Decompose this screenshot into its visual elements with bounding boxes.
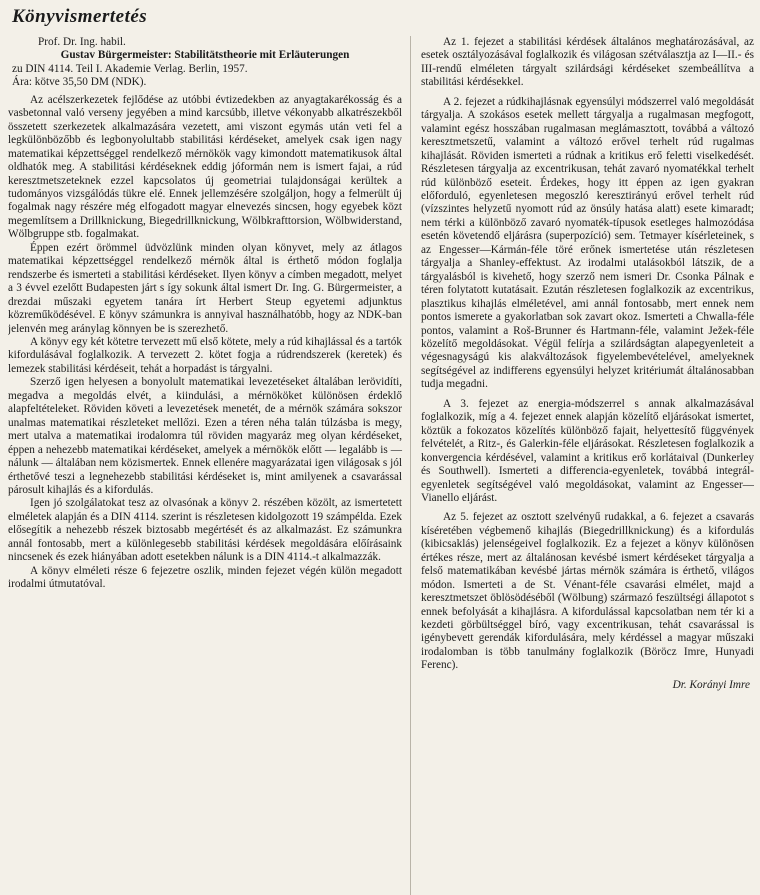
right-column xyxy=(410,36,754,895)
paragraph: Szerző igen helyesen a bonyolult matematikai levezetéseket általában lerövidíti, megadva a megoldás elvét, a kiindulási, a mérnököket különösen érdeklő alapfeltételeket. Röviden követi a levezetések menetét, de a mérnök számára sokszor unalmas matematikai részleteket mellőzi. Ezen a téren néha talán túlzásba is megy, mert utalva a matematikai irodalomra túl röviden magyaráz meg olyan kérdéseket, éppen a nehezebb matematikai kérdéseket, amelyek a mérnökök előtt — legalább is — nálunk — általában nem közismertek. Ennek ellenére magyarázatai igen világosak s jól érthetővé teszi a legnehezebb stabilitási kérdéseket is, mint amilyenek a csavarással párosult kihajlás és a kifordulás. xyxy=(8,376,403,496)
section-title: Könyvismertetés xyxy=(12,6,148,27)
paragraph: A 2. fejezet a rúdkihajlásnak egyensúlyi módszerrel való megoldását tárgyalja. A szokásos esetek mellett tárgyalja a rugalmasan megfogott, valamint egész hosszában rugalmasan meglámasztott, továbbá a változó keresztmetszetű, valamint a változó erővel terhelt rúd rugalmas kihajlását. Röviden ismerteti a rúdnak a kritikus erő feletti viselkedését. Részletesen tárgyalja az excentrikusan, tehát zavaró nyomatékkal terhelt rúd különböző eseteit. Érdekes, hogy itt éppen az igen gyakran előforduló, egyenletesen megoszló keresztirányú erővel terhelt rúd (vízszintes helyzetű nyomott rúd az önsúly hatása alatt) esete kimaradt; nem térki a különböző zavaró nyomaték-típusok esetleges halmozódása esetén követendő eljárásra (superpozíció) sem. Tetmayer kísérleteinek, s az Engesser—Kármán-féle töré erőnek ismertetése után részletesen tárgyalja a Shanley-effektust. Az irodalmi utalásokból látszik, de a tárgyalásból is kivehető, hogy szerző nem ismeri Dr. Csonka Pálnak e téren folytatott kutatásait. Ezután részletesen foglalkozik az excentrikus, plasztikus kihajlás elméletével, ami annál fontosabb, mert ennek nem pontos ismerete a gyakorlatban sok zavart okoz. Ismerteti a Chwalla-féle pontos, valamint a Roš-Brunner és Hartmann-féle, valamint Ježek-féle közelítő megoldásokat. Végül felírja a szilárdságtan alapegyenleteit a végesnagyságú kis alakváltozások figyelembevételével, amelyeknek segítségével az indifferens egyensúlyi helyzet kritériumát általánosabban tudja megadni. xyxy=(421,95,754,391)
paragraph: Az acélszerkezetek fejlődése az utóbbi évtizedekben az anyagtakarékosság és a vasbetonnal való verseny jegyében a mind karcsúbb, illetve vékonyabb alkatrészekből összetett szerkezetek alkalmazására vezetett, ami viszont egymás után veti fel a legkülönbözőbb és legbonyolultabb stabilitási kérdéseket, amelyek csak igen nagy matematikai képzettséggel rendelkező mérnökök vagy kimondott matematikusok által oldhatók meg. A stabilitási kérdéseknek eddig jóformán nem is ismert fajai, a rúd keresztmetszeteknek ezzel kapcsolatos új geometriai tulajdonságai kerültek a tudományos vizsgálódás tükre elé. Ennek jellemzésére szolgáljon, hogy a felmerült új fogalmak nagy részére még elfogadott magyar elnevezés sincsen, hogy egyebek közt megemlítsem a Drillknickung, Biegedrillknickung, Wölbkrafttorsion, Wölbwiderstand, Wölbgruppe stb. fogalmakat. xyxy=(8,93,403,241)
bibliography-line-1: zu DIN 4114. Teil I. Akademie Verlag. Berlin, 1957. xyxy=(12,62,248,75)
paragraph: Az 5. fejezet az osztott szelvényű rudakkal, a 6. fejezet a csavarás kíséretében végbemenő kihajlás (Biegedrillknickung) és a kifordulás (kibicsaklás) jelenségeivel foglalkozik. Ez a fejezet a könyv különösen értékes része, mert az általánosan kevésbé ismert kérdéseket tárgyalja a felső matematikában kevésbé jártas mérnök számára is érthető, világos módon. Ismerteti a de St. Vénant-féle csavarási elmélet, majd a keresztmetszet öblösödéséből (Wölbung) származó feszültségi állapotot s ennek befolyását a kihajlásra. A kifordulással kapcsolatban nem tér ki a kezdeti görbültséggel bíró, vagy excentrikusan, tehát csavarással is igénybevett gerendák kifordulására, mely kérdéssel a magyar műszaki irodalomban is több tanulmány foglalkozik (Böröcz Imre, Hunyadi Ferenc). xyxy=(421,511,754,672)
paragraph: A 3. fejezet az energia-módszerrel s annak alkalmazásával foglalkozik, míg a 4. fejezet ennek alapján közelítő eljárásokat ismertet, köztük a fokozatos közelítés különböző fajait, helyettesítő függvények felvételét, a Ritz-, és Galerkin-féle eljárásokat. Részletesen foglalkozik a konvergencia kérdésével, valamint a kritikus erő korlátaival (Dunkerley és Southwell). Ismerteti a differencia-egyenletek, továbbá integrál-egyenletek segítségével való megoldásokat, valamint az Engesser—Vianello eljárást. xyxy=(421,397,754,504)
paragraph: A könyv elméleti része 6 fejezetre oszlik, minden fejezet végén külön megadott irodalmi útmutatóval. xyxy=(8,564,403,591)
paragraph: Éppen ezért örömmel üdvözlünk minden olyan könyvet, mely az átlagos matematikai képzettséggel rendelkező mérnök által is érthető módon foglalja rendszerbe és ismerteti a stabilitási kérdéseket. Ilyen könyv a címben megadott, melyet a 3 évvel ezelőtt Budapesten járt s így sokunk által ismert Dr. Ing. G. Bürgermeister, a drezdai műszaki egyetem tanára írt Herbert Steup egyetemi adjunktus közreműködésével. E könyv számunkra is annyival használhatóbb, hogy az NDK-ban jelenvén meg aránylag könnyen be is szerezhető. xyxy=(8,241,403,335)
paragraph: Igen jó szolgálatokat tesz az olvasónak a könyv 2. részében közölt, az ismertetett elméletek alapján és a DIN 4114. szerint is részletesen kidolgozott 19 számpélda. Ezek elősegítik a nehezebb részek biztosabb megértését és az alkalmazást. Ez számunkra annál fontosabb, mert a különlegesebb stabilitási kérdések megoldására előírásaink nincsenek és ezek hiányában adott esetekben nálunk is a DIN 4114.-t alkalmazzák. xyxy=(8,497,403,564)
author-prefix: Prof. Dr. Ing. habil. xyxy=(38,36,126,48)
reviewer-signature: Dr. Korányi Imre xyxy=(672,678,750,691)
left-column xyxy=(8,36,410,895)
paragraph: Az 1. fejezet a stabilitási kérdések általános meghatározásával, az esetek osztályozásával foglalkozik és világosan szétválasztja az I—II.- és III-rendű elméleten tárgyalt szilárdsági kérdéseket szembeállítva a stabilitási kérdésekkel. xyxy=(421,36,754,89)
article-columns xyxy=(8,36,754,895)
bibliography-line-2: Ára: kötve 35,50 DM (NDK). xyxy=(12,76,147,89)
book-title: Gustav Bürgermeister: Stabilitätstheorie mit Erläuterungen xyxy=(60,49,350,62)
book-publication xyxy=(12,63,402,90)
paragraph: A könyv egy két kötetre tervezett mű első kötete, mely a rúd kihajlással és a tartók kifordulásával foglalkozik. A tervezett 2. kötet fogja a rúdrendszerek (keretek) és lemezek stabilitási kérdéseit, tehát a horpadást is tárgyalni. xyxy=(8,335,403,375)
